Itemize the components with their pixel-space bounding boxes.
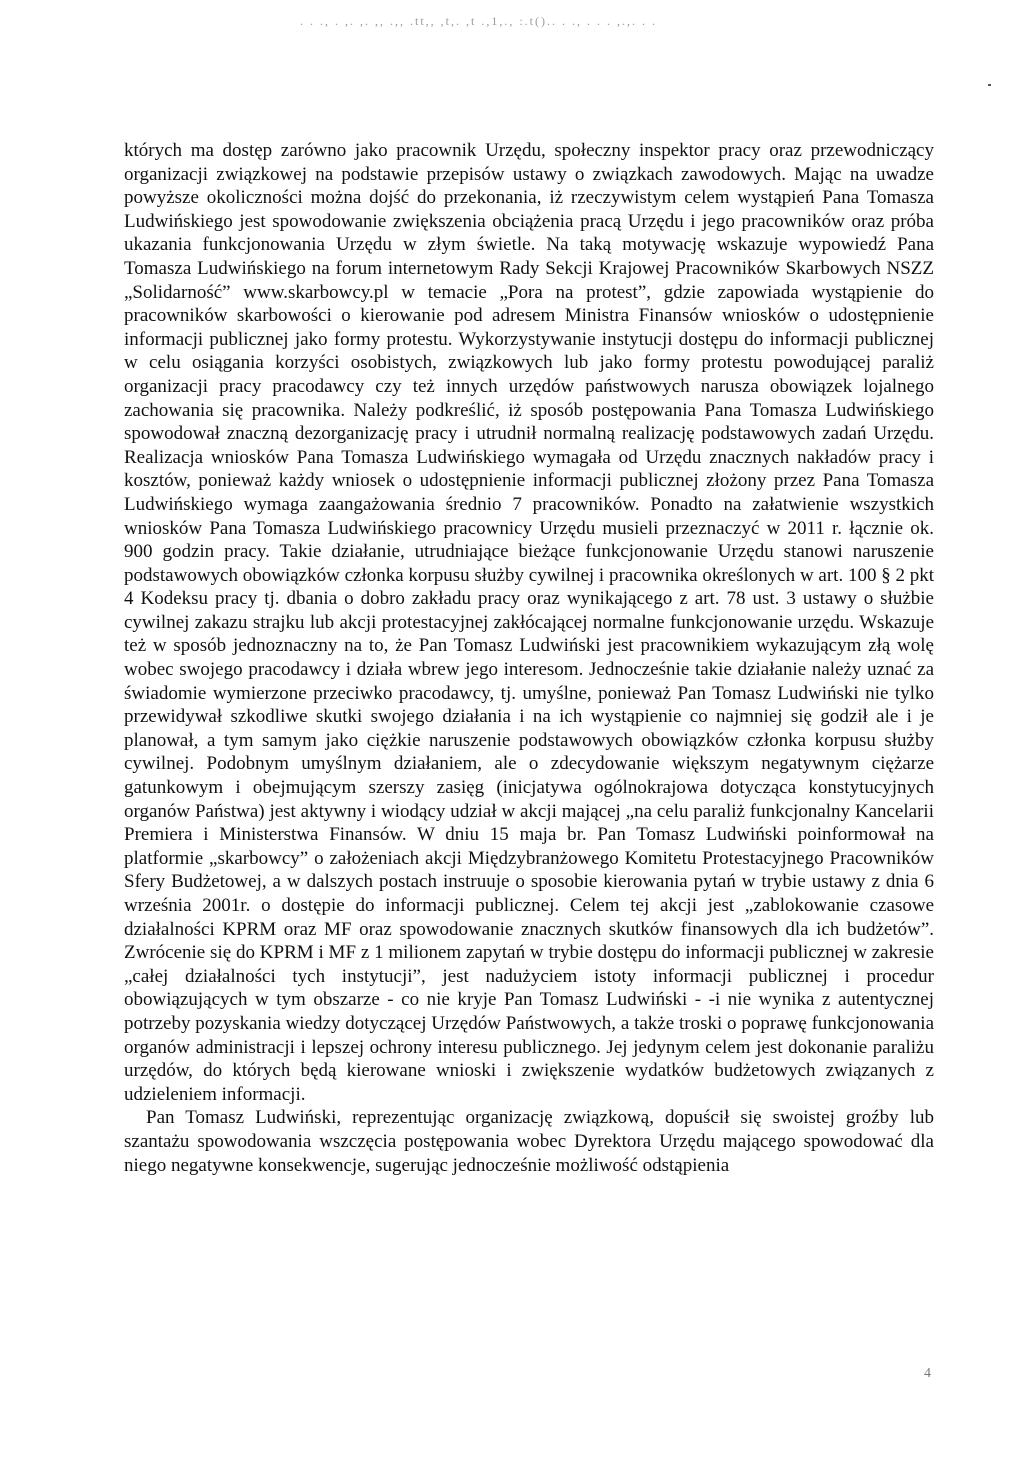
scan-speck [988,84,991,86]
document-body [124,139,934,1177]
paragraph-main: których ma dostęp zarówno jako pracownik Urzędu, społeczny inspektor pracy oraz przewodniczący organizacji związkowej na podstawie przepisów ustawy o związkach zawodowych. Mając na uwadze powyższe okoliczności można dojść do przekonania, iż rzeczywistym celem wystąpień Pana Tomasza Ludwińskiego jest spowodowanie zwiększenia obciążenia pracą Urzędu i jego pracowników oraz próba ukazania funkcjonowania Urzędu w złym świetle. Na taką motywację wskazuje wypowiedź Pana Tomasza Ludwińskiego na forum internetowym Rady Sekcji Krajowej Pracowników Skarbowych NSZZ „Solidarność” www.skarbowcy.pl w temacie „Pora na protest”, gdzie zapowiada wystąpienie do pracowników skarbowości o kierowanie pod adresem Ministra Finansów wniosków o udostępnienie informacji publicznej jako formy protestu. Wykorzystywanie instytucji dostępu do informacji publicznej w celu osiągania korzyści osobistych, związkowych lub jako formy protestu powodującej paraliż organizacji pracy pracodawcy czy też innych urzędów państwowych narusza obowiązek lojalnego zachowania się pracownika. Należy podkreślić, iż sposób postępowania Pana Tomasza Ludwińskiego spowodował znaczną dezorganizację pracy i utrudnił normalną realizację podstawowych zadań Urzędu. Realizacja wniosków Pana Tomasza Ludwińskiego wymagała od Urzędu znacznych nakładów pracy i kosztów, ponieważ każdy wniosek o udostępnienie informacji publicznej złożony przez Pana Tomasza Ludwińskiego wymaga zaangażowania średnio 7 pracowników. Ponadto na załatwienie wszystkich wniosków Pana Tomasza Ludwińskiego pracownicy Urzędu musieli przeznaczyć w 2011 r. łącznie ok. 900 godzin pracy. Takie działanie, utrudniające bieżące funkcjonowanie Urzędu stanowi naruszenie podstawowych obowiązków członka korpusu służby cywilnej i pracownika określonych w art. 100 § 2 pkt 4 Kodeksu pracy tj. dbania o dobro zakładu pracy oraz wynikającego z art. 78 ust. 3 ustawy o służbie cywilnej zakazu strajku lub akcji protestacyjnej zakłócającej normalne funkcjonowanie urzędu. Wskazuje też w sposób jednoznaczny na to, że Pan Tomasz Ludwiński jest pracownikiem wykazującym złą wolę wobec swojego pracodawcy i działa wbrew jego interesom. Jednocześnie takie działanie należy uznać za świadomie wymierzone przeciwko pracodawcy, tj. umyślne, ponieważ Pan Tomasz Ludwiński nie tylko przewidywał szkodliwe skutki swojego działania i na ich wystąpienie co najmniej się godził ale i je planował, a tym samym jako ciężkie naruszenie podstawowych obowiązków członka korpusu służby cywilnej. Podobnym umyślnym działaniem, ale o zdecydowanie większym negatywnym ciężarze gatunkowym i obejmującym szerszy zasięg (inicjatywa ogólnokrajowa dotycząca konstytucyjnych organów Państwa) jest aktywny i wiodący udział w akcji mającej „na celu paraliż funkcjonalny Kancelarii Premiera i Ministerstwa Finansów. W dniu 15 maja br. Pan Tomasz Ludwiński poinformował na platformie „skarbowcy” o założeniach akcji Międzybranżowego Komitetu Protestacyjnego Pracowników Sfery Budżetowej, a w dalszych postach instruuje o sposobie kierowania pytań w trybie ustawy z dnia 6 września 2001r. o dostępie do informacji publicznej. Celem tej akcji jest „zablokowanie czasowe działalności KPRM oraz MF oraz spowodowanie znacznych skutków finansowych dla ich budżetów”. Zwrócenie się do KPRM i MF z 1 milionem zapytań w trybie dostępu do informacji publicznej w zakresie „całej działalności tych instytucji”, jest nadużyciem istoty informacji publicznej i procedur obowiązujących w tym obszarze - co nie kryje Pan Tomasz Ludwiński - -i nie wynika z autentycznej potrzeby pozyskania wiedzy dotyczącej Urzędów Państwowych, a także troski o poprawę funkcjonowania organów administracji i lepszej ochrony interesu publicznego. Jej jedynym celem jest dokonanie paraliżu urzędów, do których będą kierowane wnioski i zwiększenie wydatków budżetowych związanych z udzieleniem informacji. [124,140,934,1105]
page-number: 4 [924,1366,931,1381]
scan-header-artifact: . . ., . ,. ,. ,, .,, .tt,, ,t,. ,t .,1,., :.t().. . ., . . . ,.,. . . [300,14,657,28]
paragraph-continuation: Pan Tomasz Ludwiński, reprezentując organizację związkową, dopuścił się swoistej groźby lub szantażu spowodowania wszczęcia postępowania wobec Dyrektora Urzędu mającego spowodować dla niego negatywne konsekwencje, sugerując jednocześnie możliwość odstąpienia [124,1107,934,1176]
